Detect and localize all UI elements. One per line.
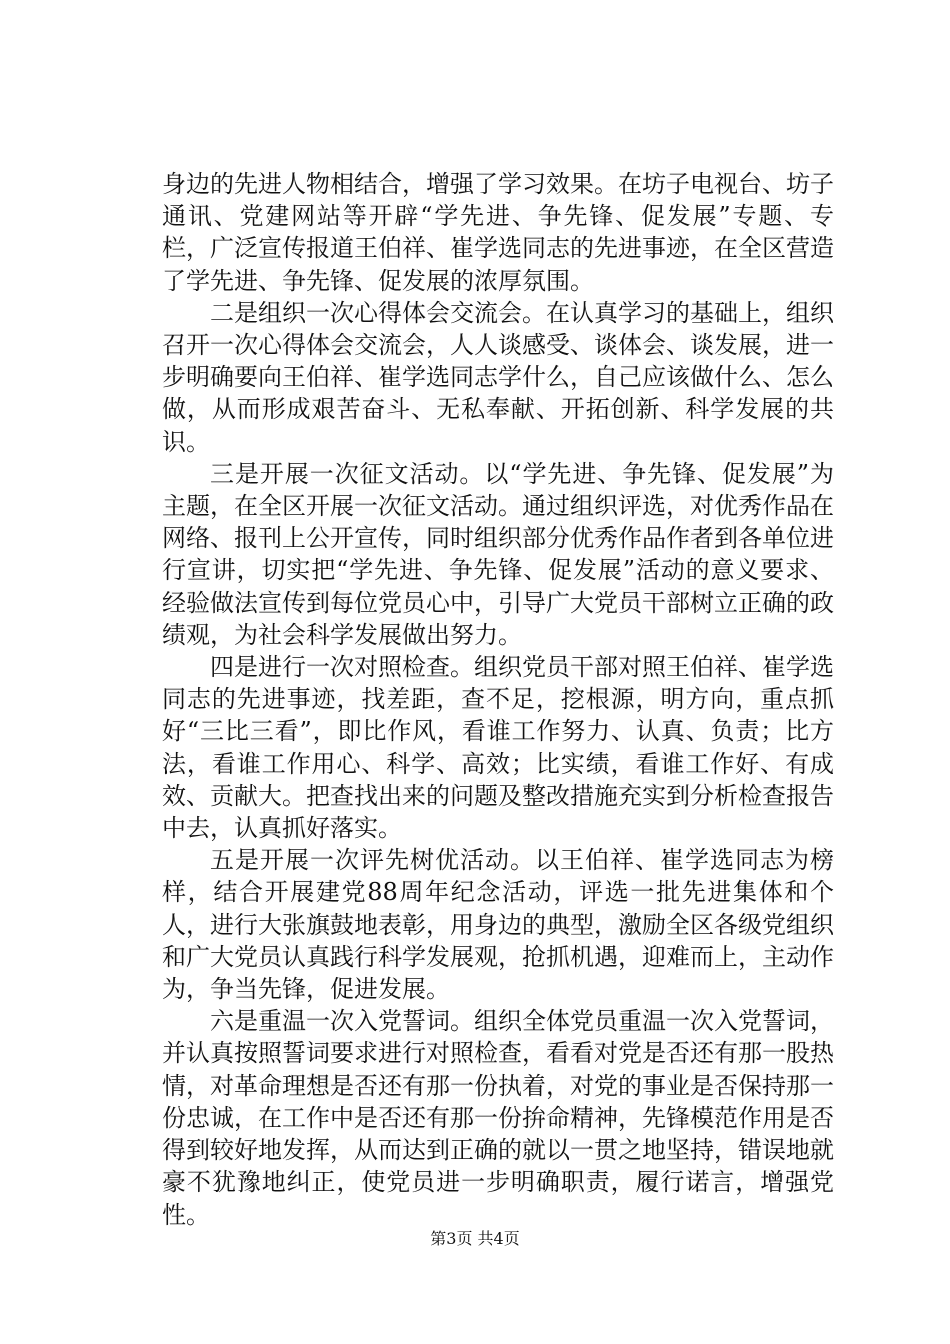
- paragraph-self-check: 四是进行一次对照检查。组织党员干部对照王伯祥、崔学选同志的先进事迹，找差距，查不足，挖根源，明方向，重点抓好“三比三看”，即比作风，看谁工作努力、认真、负责；比方法，看谁工作用心、科学、高效；比实绩，看谁工作好、有成效、贡献大。把查找出来的问题及整改措施充实到分析检查报告中去，认真抓好落实。: [162, 653, 834, 843]
- page-number-footer: 第3页 共4页: [430, 1229, 520, 1248]
- paragraph-experience-exchange: 二是组织一次心得体会交流会。在认真学习的基础上，组织召开一次心得体会交流会，人人谈感受、谈体会、谈发展，进一步明确要向王伯祥、崔学选同志学什么，自己应该做什么、怎么做，从而形成艰苦奋斗、无私奉献、开拓创新、科学发展的共识。: [162, 298, 834, 456]
- paragraph-continued: 身边的先进人物相结合，增强了学习效果。在坊子电视台、坊子通讯、党建网站等开辟“学先进、争先锋、促发展”专题、专栏，广泛宣传报道王伯祥、崔学选同志的先进事迹，在全区营造了学先进、争先锋、促发展的浓厚氛围。: [162, 170, 834, 295]
- paragraph-oath-review: 六是重温一次入党誓词。组织全体党员重温一次入党誓词，并认真按照誓词要求进行对照检查，看看对党是否还有那一股热情，对革命理想是否还有那一份执着，对党的事业是否保持那一份忠诚，在工作中是否还有那一份拚命精神，先锋模范作用是否得到较好地发挥，从而达到正确的就以一贯之地坚持，错误地就豪不犹豫地纠正，使党员进一步明确职责，履行诺言，增强党性。: [162, 1007, 834, 1229]
- document-body: [162, 168, 834, 1231]
- paragraph-essay-activity: 三是开展一次征文活动。以“学先进、争先锋、促发展”为主题，在全区开展一次征文活动。通过组织评选，对优秀作品在网络、报刊上公开宣传，同时组织部分优秀作品作者到各单位进行宣讲，切实把“学先进、争先锋、促发展”活动的意义要求、经验做法宣传到每位党员心中，引导广大党员干部树立正确的政绩观，为社会科学发展做出努力。: [162, 459, 834, 649]
- paragraph-commendation: 五是开展一次评先树优活动。以王伯祥、崔学选同志为榜样，结合开展建党88周年纪念活动，评选一批先进集体和个人，进行大张旗鼓地表彰，用身边的典型，激励全区各级党组织和广大党员认真践行科学发展观，抢抓机遇，迎难而上，主动作为，争当先锋，促进发展。: [162, 846, 834, 1004]
